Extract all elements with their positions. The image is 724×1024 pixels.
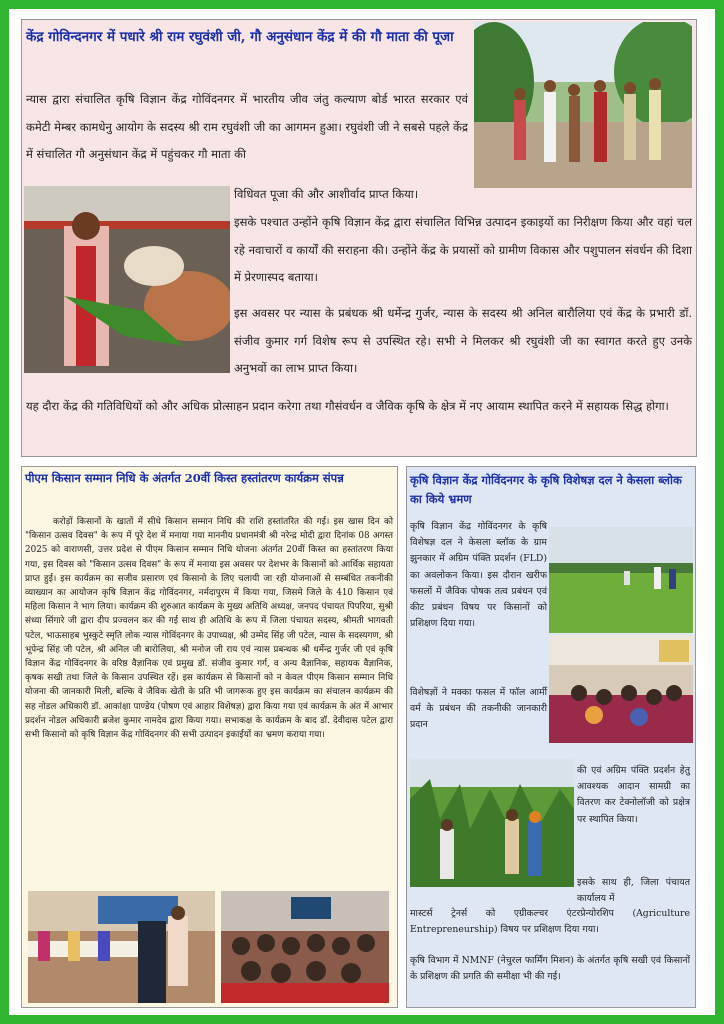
right-article [406,466,696,1008]
top-article-para-2: इसके पश्चात उन्होंने कृषि विज्ञान केंद्र द्वारा संचालित विभिन्न उत्पादन इकाइयों का निरीक्षण किया और वहां चल रहे नवाचारों व कार्यों की सराहना की। उन्होंने केंद्र के प्रयासों को ग्रामीण विकास और पशुपालन संवर्धन की दिशा में प्रेरणास्पद बताया। [234,215,692,284]
photo-event-audience [221,891,389,1003]
photo-training-hall [549,635,693,743]
top-article-title: केंद्र गोविन्दनगर में पधारे श्री राम रघुवंशी जी, गौ अनुसंधान केंद्र में की गौ माता की पूजा [26,29,454,45]
top-article-para-1b: विधिवत पूजा की और आशीर्वाद प्राप्त किया। [234,187,419,201]
left-article-title: पीएम किसान सम्मान निधि के अंतर्गत 20वीं किस्त हस्तांतरण कार्यक्रम संपन्न [25,471,344,485]
left-article-body: करोड़ों किसानों के खातों में सीधे किसान सम्मान निधि की राशि हस्तांतरित की गई। इस खास दिन को "किसान उत्सव दिवस" के रूप में पूरे देश में मनाया गया माननीय प्रधानमंत्री श्री नरेन्द्र मोदी द्वारा दिनांक 08 अगस्त 2025 को वाराणसी, उत्तर प्रदेश से पीएम किसान सम्मान निधि योजना अंतर्गत 20वीं किस्त का हस्तांतरण किया गया, इस दिवस को "किसान उत्सव दिवस" के रूप में मनाया इस अवसर पर देशभर के किसानों को आर्थिक सहायता प्राप्त हुई। इस कार्यक्रम का सजीव प्रसारण एवं किसानो के लिए चलायी जा रही योजनाओं से सम्बंधित तकनीकी व्याख्यान का आयोजन कृषि विज्ञान केंद्र गोविंदनगर, नर्मदापुरम में किया गया, जिसमे जिले के 410 किसान एवं महिला किसान ने भाग लिया। कार्यक्रम की शुरुआत कार्यक्रम के मुख्य अतिथि अध्यक्ष, जनपद पंचायत पिपरिया, सुश्री संध्या सिंगारे जी द्वारा दीप प्रज्वलन कर की गई साथ ही अतिथि के रूप में जिला पंचायत सदस्य, श्रीमती भागवती पटेल, भाऊसाहब भुस्कुटे स्मृति लोक न्यास गोविंदनगर के उपाध्यक्ष, श्री उम्मेद सिंह जी पटेल, न्यास के सदस्यगण, श्री भूपेन्द्र सिंह जी पटेल, श्री अनिल जी बारोलिया, श्री मनोज जी राय एवं न्यास प्रबन्धक श्री धर्मेन्द्र गुर्जर जी एवं कृषि विज्ञान केंद्र गोविंदनगर के वरिष्ठ वैज्ञानिक एवं प्रमुख डॉ. संजीव कुमार गर्ग, व अन्य वैज्ञानिक, सहायक वैज्ञानिक, कृषक सखी तथा जिले के किसान उपस्थित रहें। इस कार्यक्रम से किसानों को न केवल पीएम किसान सम्मान निधि योजना की जानकारी मिली, बल्कि वे जैविक खेती के प्रति भी जागरूक हुए इस कार्यक्रम का संचालन कार्यक्रम की सह नोडल अधिकारी डॉ. आकांक्षा पाण्डेय (पोषण एवं आहार विशेषज्ञ) द्वारा किया गया एवं कार्यक्रम के अंत में आभार प्रदर्शन नोडल अधिकारी ब्रजेश कुमार नामदेव द्वारा किया गया। सभाकक्ष के कार्यक्रम के बाद डॉ. देवीदास पटेल द्वारा सभी किसानो को कृषि विज्ञान केंद्र गोविंदनगर की सभी उत्पादन इकाईयों का भ्रमण कराया गया। [25,517,393,741]
photo-cow-worship [24,186,230,373]
right-article-para-3: की एवं अग्रिम पंक्ति प्रदर्शन हेतु आवश्यक आदान सामग्री का वितरण कर टेक्नोलॉजी को प्रक्षेत्र पर स्थापित किया। [577,765,690,825]
right-article-para-4a: इसके साथ ही, जिला पंचायत कार्यालय में [577,877,690,905]
right-article-para-2: विशेषज्ञों ने मक्का फसल में फॉल आर्मी वर्म के प्रबंधन की तकनीकी जानकारी प्रदान [410,687,547,731]
photo-maize-field [410,759,574,887]
top-article-para-3: इस अवसर पर न्यास के प्रबंधक श्री धर्मेन्द्र गुर्जर, न्यास के सदस्य श्री अनिल बारौलिया एवं केंद्र के प्रभारी डॉ. संजीव कुमार गर्ग विशेष रूप से उपस्थित रहे। सभी ने मिलकर श्री रघुवंशी जी का स्वागत करते हुए उनके अनुभवों का लाभ प्राप्त किया। [234,306,692,375]
photo-field-visit [549,527,693,633]
left-article [21,466,398,1008]
photo-event-stage [28,891,215,1003]
right-article-para-4b: मास्टर्स ट्रेनर्स को एग्रीकल्चर एंटरप्रेन्योरशिप (Agriculture Entrepreneurship) विषय पर प्रशिक्षण दिया गया। [410,908,690,936]
photo-visit-walk [474,22,692,188]
right-article-para-5: कृषि विभाग में NMNF (नेचुरल फार्मिंग मिशन) के अंतर्गत कृषि सखी एवं किसानों के प्रशिक्षण की प्रगति की समीक्षा भी की गई। [410,955,690,983]
top-article-para-4: यह दौरा केंद्र की गतिविधियों को और अधिक प्रोत्साहन प्रदान करेगा तथा गौसंवर्धन व जैविक कृषि के क्षेत्र में नए आयाम स्थापित करने में सहायक सिद्ध होगा। [26,399,669,413]
top-article-para-1: न्यास द्वारा संचालित कृषि विज्ञान केंद्र गोविंदनगर में भारतीय जीव जंतु कल्याण बोर्ड भारत सरकार एवं कमेटी मेम्बर कामधेनु आयोग के सदस्य श्री राम रघुवंशी जी का आगमन हुआ। रघुवंशी जी ने सबसे पहले केंद्र में संचालित गौ अनुसंधान केंद्र में पहुंचकर गौ माता की [26,92,468,161]
right-article-para-1: कृषि विज्ञान केंद्र गोविंदनगर के कृषि विशेषज्ञ दल ने केसला ब्लॉक के ग्राम झुनकार में अग्रिम पंक्ति प्रदर्शन (FLD) का अवलोकन किया। इस दौरान खरीफ फसलों में जैविक पोषक तत्व प्रबंधन एवं कीट प्रबंधन विषय पर किसानों को प्रशिक्षण दिया गया। [410,521,547,630]
right-article-title: कृषि विज्ञान केंद्र गोविंदनगर के कृषि विशेषज्ञ दल ने केसला ब्लोक का किये भ्रमण [410,473,682,506]
top-article [21,19,697,457]
